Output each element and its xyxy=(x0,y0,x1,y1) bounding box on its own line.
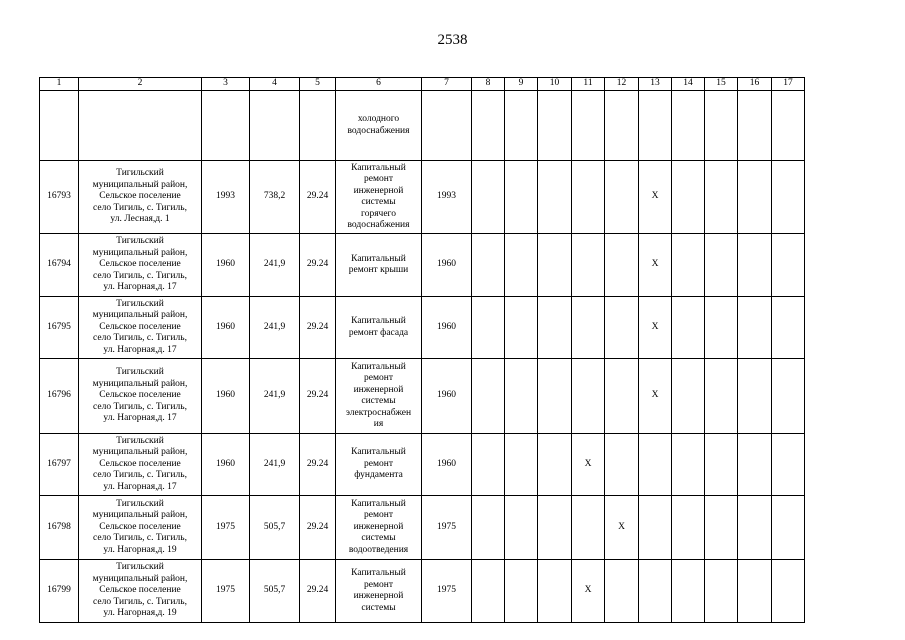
cell-col-8 xyxy=(472,359,505,434)
row-id-cell: 16799 xyxy=(40,560,79,623)
cell-col-17 xyxy=(772,434,805,496)
year-cell: 1975 xyxy=(422,496,472,560)
table-row xyxy=(40,560,805,623)
cell-col-11 xyxy=(572,161,605,234)
cell xyxy=(40,91,79,161)
address-cell: Тигильский муниципальный район, Сельское поселение село Тигиль, с. Тигиль, ул. Нагорная,д. 17 xyxy=(79,434,202,496)
column-header-5: 5 xyxy=(300,78,336,91)
cell-col-17 xyxy=(772,560,805,623)
cell xyxy=(79,91,202,161)
row-id-cell: 16797 xyxy=(40,434,79,496)
cell-col-15 xyxy=(705,161,738,234)
cell-col-15 xyxy=(705,560,738,623)
cell xyxy=(672,91,705,161)
cell-col-15 xyxy=(705,359,738,434)
cell xyxy=(639,91,672,161)
build-year-cell: 1960 xyxy=(202,359,250,434)
table-row xyxy=(40,161,805,234)
cell-col-8 xyxy=(472,434,505,496)
cell-col-13: X xyxy=(639,359,672,434)
code-cell: 29.24 xyxy=(300,496,336,560)
cell-col-15 xyxy=(705,496,738,560)
cell-col-8 xyxy=(472,560,505,623)
cell-col-9 xyxy=(505,359,538,434)
cell xyxy=(505,91,538,161)
work-type-cell: Капитальный ремонт фасада xyxy=(336,297,422,359)
cell xyxy=(538,91,572,161)
header-row xyxy=(40,78,805,91)
area-cell: 505,7 xyxy=(250,560,300,623)
cell-col-12 xyxy=(605,161,639,234)
cell-col-11 xyxy=(572,496,605,560)
cell-col-12 xyxy=(605,434,639,496)
work-type-cell: Капитальный ремонт инженерной системы водоотведения xyxy=(336,496,422,560)
row-id-cell: 16798 xyxy=(40,496,79,560)
cell-col-16 xyxy=(738,560,772,623)
cell xyxy=(202,91,250,161)
cell-col-16 xyxy=(738,234,772,297)
cell-col-11: X xyxy=(572,560,605,623)
code-cell: 29.24 xyxy=(300,434,336,496)
cell-col-16 xyxy=(738,496,772,560)
cell-col-13: X xyxy=(639,297,672,359)
cell-col-10 xyxy=(538,359,572,434)
work-type-cell: Капитальный ремонт инженерной системы электроснабжен ия xyxy=(336,359,422,434)
cell-col-12 xyxy=(605,560,639,623)
build-year-cell: 1960 xyxy=(202,234,250,297)
cell-col-12 xyxy=(605,359,639,434)
table-row xyxy=(40,496,805,560)
table-row xyxy=(40,359,805,434)
cell-col-9 xyxy=(505,496,538,560)
cell-col-13 xyxy=(639,434,672,496)
cell-col-14 xyxy=(672,297,705,359)
cell-col-8 xyxy=(472,161,505,234)
address-cell: Тигильский муниципальный район, Сельское поселение село Тигиль, с. Тигиль, ул. Нагорная,д. 17 xyxy=(79,234,202,297)
cell-col-9 xyxy=(505,560,538,623)
column-header-2: 2 xyxy=(79,78,202,91)
row-id-cell: 16793 xyxy=(40,161,79,234)
cell-col-13 xyxy=(639,496,672,560)
work-type-cell: Капитальный ремонт инженерной системы xyxy=(336,560,422,623)
work-type-cell: холодного водоснабжения xyxy=(336,91,422,161)
year-cell: 1993 xyxy=(422,161,472,234)
code-cell: 29.24 xyxy=(300,297,336,359)
cell-col-11: X xyxy=(572,434,605,496)
cell-col-15 xyxy=(705,297,738,359)
code-cell: 29.24 xyxy=(300,359,336,434)
cell-col-9 xyxy=(505,234,538,297)
address-cell: Тигильский муниципальный район, Сельское поселение село Тигиль, с. Тигиль, ул. Нагорная,д. 19 xyxy=(79,496,202,560)
column-header-6: 6 xyxy=(336,78,422,91)
build-year-cell: 1975 xyxy=(202,560,250,623)
cell-col-17 xyxy=(772,234,805,297)
register-table xyxy=(39,77,805,623)
column-header-3: 3 xyxy=(202,78,250,91)
row-id-cell: 16794 xyxy=(40,234,79,297)
column-header-15: 15 xyxy=(705,78,738,91)
continuation-row xyxy=(40,91,805,161)
cell-col-11 xyxy=(572,234,605,297)
area-cell: 241,9 xyxy=(250,234,300,297)
cell-col-12 xyxy=(605,297,639,359)
cell xyxy=(300,91,336,161)
cell-col-17 xyxy=(772,161,805,234)
cell-col-16 xyxy=(738,297,772,359)
column-header-14: 14 xyxy=(672,78,705,91)
area-cell: 505,7 xyxy=(250,496,300,560)
cell-col-13: X xyxy=(639,234,672,297)
code-cell: 29.24 xyxy=(300,560,336,623)
page-number: 2538 xyxy=(437,32,468,48)
cell-col-9 xyxy=(505,434,538,496)
column-header-17: 17 xyxy=(772,78,805,91)
cell xyxy=(572,91,605,161)
row-id-cell: 16795 xyxy=(40,297,79,359)
build-year-cell: 1960 xyxy=(202,434,250,496)
cell-col-14 xyxy=(672,234,705,297)
cell-col-16 xyxy=(738,434,772,496)
address-cell: Тигильский муниципальный район, Сельское поселение село Тигиль, с. Тигиль, ул. Нагорная,д. 19 xyxy=(79,560,202,623)
code-cell: 29.24 xyxy=(300,234,336,297)
year-cell: 1960 xyxy=(422,234,472,297)
cell-col-17 xyxy=(772,297,805,359)
cell-col-16 xyxy=(738,359,772,434)
address-cell: Тигильский муниципальный район, Сельское поселение село Тигиль, с. Тигиль, ул. Лесная,д. 1 xyxy=(79,161,202,234)
cell-col-14 xyxy=(672,161,705,234)
cell-col-13 xyxy=(639,560,672,623)
cell-col-14 xyxy=(672,434,705,496)
cell-col-17 xyxy=(772,359,805,434)
cell xyxy=(250,91,300,161)
code-cell: 29.24 xyxy=(300,161,336,234)
column-header-10: 10 xyxy=(538,78,572,91)
address-cell: Тигильский муниципальный район, Сельское поселение село Тигиль, с. Тигиль, ул. Нагорная,д. 17 xyxy=(79,297,202,359)
cell-col-9 xyxy=(505,161,538,234)
table-row xyxy=(40,434,805,496)
table-row xyxy=(40,297,805,359)
cell xyxy=(772,91,805,161)
table-row xyxy=(40,234,805,297)
work-type-cell: Капитальный ремонт фундамента xyxy=(336,434,422,496)
cell-col-10 xyxy=(538,297,572,359)
row-id-cell: 16796 xyxy=(40,359,79,434)
cell-col-8 xyxy=(472,297,505,359)
cell-col-12 xyxy=(605,234,639,297)
column-header-4: 4 xyxy=(250,78,300,91)
column-header-8: 8 xyxy=(472,78,505,91)
column-header-11: 11 xyxy=(572,78,605,91)
column-header-12: 12 xyxy=(605,78,639,91)
cell xyxy=(705,91,738,161)
work-type-cell: Капитальный ремонт инженерной системы горячего водоснабжения xyxy=(336,161,422,234)
cell-col-11 xyxy=(572,359,605,434)
cell-col-17 xyxy=(772,496,805,560)
cell-col-10 xyxy=(538,496,572,560)
cell-col-15 xyxy=(705,234,738,297)
cell-col-12: X xyxy=(605,496,639,560)
area-cell: 241,9 xyxy=(250,434,300,496)
cell xyxy=(738,91,772,161)
cell xyxy=(422,91,472,161)
column-header-16: 16 xyxy=(738,78,772,91)
column-header-9: 9 xyxy=(505,78,538,91)
area-cell: 241,9 xyxy=(250,359,300,434)
work-type-cell: Капитальный ремонт крыши xyxy=(336,234,422,297)
cell-col-14 xyxy=(672,496,705,560)
cell-col-9 xyxy=(505,297,538,359)
cell-col-10 xyxy=(538,234,572,297)
cell-col-13: X xyxy=(639,161,672,234)
cell-col-10 xyxy=(538,560,572,623)
cell-col-10 xyxy=(538,161,572,234)
address-cell: Тигильский муниципальный район, Сельское поселение село Тигиль, с. Тигиль, ул. Нагорная,д. 17 xyxy=(79,359,202,434)
cell xyxy=(472,91,505,161)
year-cell: 1960 xyxy=(422,359,472,434)
cell-col-11 xyxy=(572,297,605,359)
year-cell: 1960 xyxy=(422,297,472,359)
build-year-cell: 1975 xyxy=(202,496,250,560)
column-header-13: 13 xyxy=(639,78,672,91)
cell-col-14 xyxy=(672,560,705,623)
cell-col-10 xyxy=(538,434,572,496)
cell-col-8 xyxy=(472,234,505,297)
cell-col-16 xyxy=(738,161,772,234)
build-year-cell: 1993 xyxy=(202,161,250,234)
year-cell: 1960 xyxy=(422,434,472,496)
area-cell: 738,2 xyxy=(250,161,300,234)
build-year-cell: 1960 xyxy=(202,297,250,359)
cell-col-15 xyxy=(705,434,738,496)
column-header-7: 7 xyxy=(422,78,472,91)
cell-col-8 xyxy=(472,496,505,560)
cell xyxy=(605,91,639,161)
cell-col-14 xyxy=(672,359,705,434)
area-cell: 241,9 xyxy=(250,297,300,359)
column-header-1: 1 xyxy=(40,78,79,91)
year-cell: 1975 xyxy=(422,560,472,623)
